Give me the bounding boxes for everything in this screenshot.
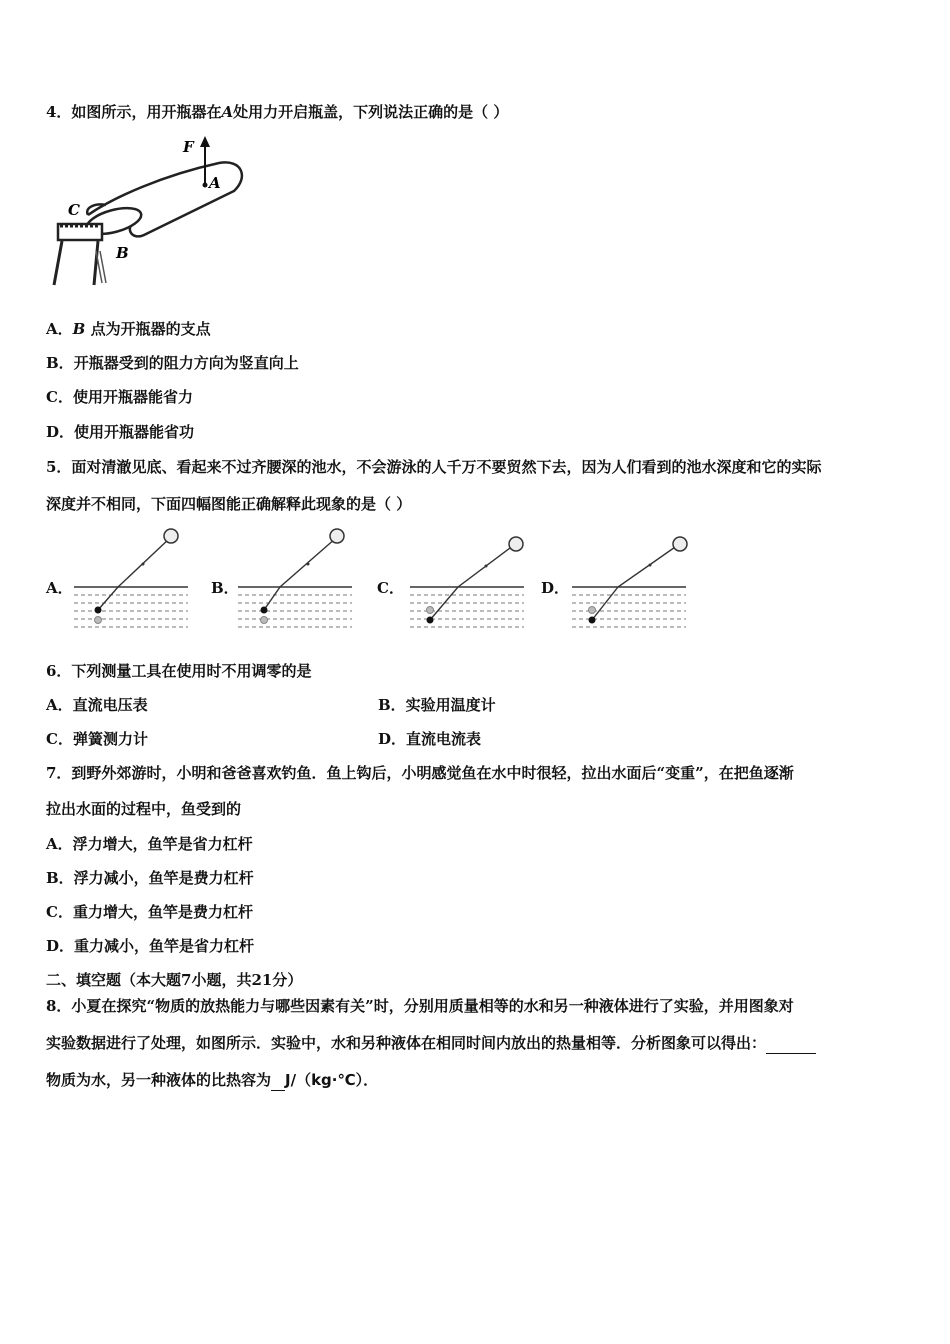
- q8-answer-blank-2[interactable]: [271, 1070, 285, 1091]
- q5-option-c-diagram: [410, 536, 526, 632]
- q7-option-b: B．浮力减小，鱼竿是费力杠杆: [46, 869, 254, 887]
- q4-stem: 4．如图所示，用开瓶器在A处用力开启瓶盖，下列说法正确的是（ ）: [46, 103, 509, 121]
- label-C: C: [68, 201, 80, 219]
- q8-stem-line3: 物质为水，另一种液体的比热容为 J/（kg·℃）．: [46, 1071, 379, 1089]
- q6-option-b: B．实验用温度计: [378, 696, 496, 714]
- q8-stem-line2: 实验数据进行了处理，如图所示．实验中，水和另种液体在相同时间内放出的热量相等．分析图象可以得出：: [46, 1033, 816, 1054]
- q4-option-c: C．使用开瓶器能省力: [46, 388, 193, 406]
- label-A: A: [209, 174, 221, 192]
- label-F: F: [183, 138, 194, 156]
- q7-stem-line1: 7．到野外郊游时，小明和爸爸喜欢钓鱼．鱼上钩后，小明感觉鱼在水中时很轻，拉出水面后“变重”，在把鱼逐渐: [46, 764, 794, 782]
- q4-option-a: A．B 点为开瓶器的支点: [46, 320, 211, 338]
- bottle-opener-figure: [44, 133, 250, 289]
- q4-option-b: B．开瓶器受到的阻力方向为竖直向上: [46, 354, 299, 372]
- q7-option-a: A．浮力增大，鱼竿是省力杠杆: [46, 835, 253, 853]
- q5-option-b-label: B．: [211, 579, 239, 597]
- q8-stem-line1: 8．小夏在探究“物质的放热能力与哪些因素有关”时，分别用质量相等的水和另一种液体进行了实验，并用图象对: [46, 997, 794, 1015]
- q5-option-a-diagram: [74, 524, 190, 630]
- q4-option-d: D．使用开瓶器能省功: [46, 423, 195, 441]
- q5-stem-line1: 5．面对清澈见底、看起来不过齐腰深的池水，不会游泳的人千万不要贸然下去，因为人们看到的池水深度和它的实际: [46, 458, 822, 476]
- q5-stem-line2: 深度并不相同，下面四幅图能正确解释此现象的是（ ）: [46, 495, 412, 513]
- q5-option-d-diagram: [572, 536, 688, 632]
- q4-stem-var: A: [221, 103, 234, 121]
- q7-stem-line2: 拉出水面的过程中，鱼受到的: [46, 800, 242, 818]
- q8-answer-blank-1[interactable]: [766, 1033, 816, 1054]
- q6-option-a: A．直流电压表: [46, 696, 148, 714]
- q6-stem: 6．下列测量工具在使用时不用调零的是: [46, 662, 312, 680]
- section-heading: 二、填空题（本大题7小题，共21分）: [46, 971, 303, 989]
- q5-option-b-diagram: [238, 524, 354, 630]
- q5-option-c-label: C．: [377, 579, 404, 597]
- q6-option-c: C．弹簧测力计: [46, 730, 148, 748]
- q5-option-a-label: A．: [46, 579, 73, 597]
- label-B: B: [116, 244, 129, 262]
- q7-option-c: C．重力增大，鱼竿是费力杠杆: [46, 903, 253, 921]
- q7-option-d: D．重力减小，鱼竿是省力杠杆: [46, 937, 255, 955]
- q5-option-d-label: D．: [541, 579, 570, 597]
- q6-option-d: D．直流电流表: [378, 730, 482, 748]
